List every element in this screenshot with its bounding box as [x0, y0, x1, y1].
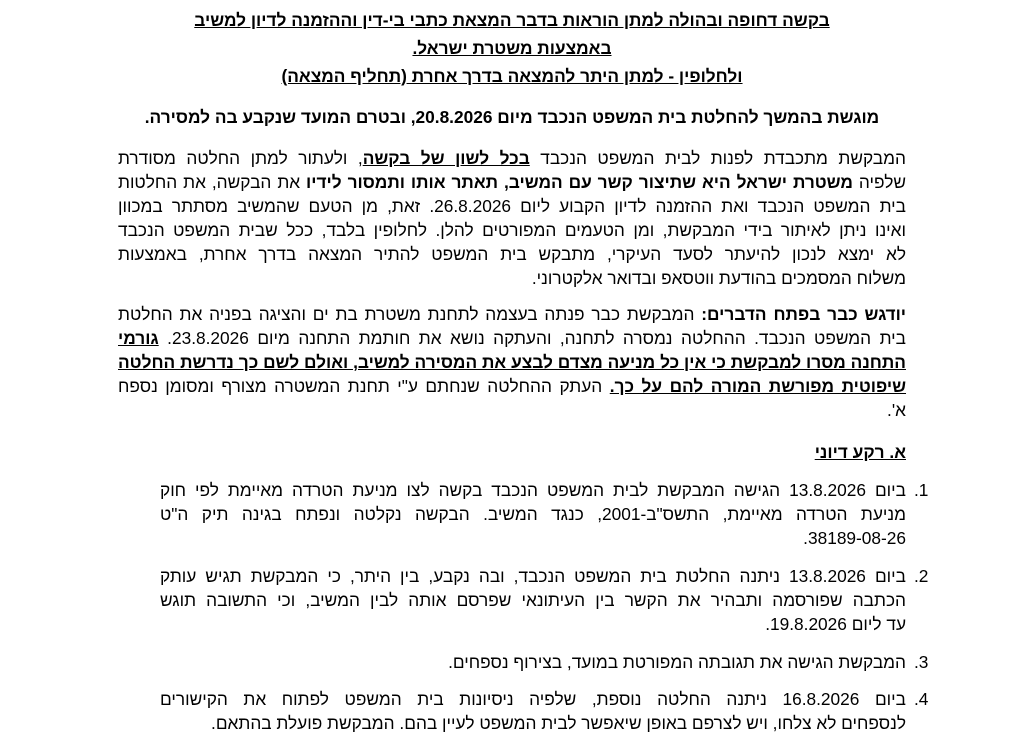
heading-line-1: בקשה דחופה ובהולה למתן הוראות בדבר המצאת כתבי בי-דין וההזמנה לדיון למשיב: [194, 10, 830, 30]
para1-emphasis: משטרת ישראל היא שתיצור קשר עם המשיב, תאתר אותו ותמסור לידיו: [306, 172, 853, 192]
para2-emphasis: שיפוטית מפורשת המורה להם על כך.: [609, 376, 907, 396]
section-a-heading: א. רקע דיוני: [814, 442, 906, 462]
para2-text: בית המשפט הנכבד. ההחלטה נמסרה לתחנה, והעתקה נושא את חותמת התחנה מיום 23.8.2026.: [158, 328, 906, 348]
para2-text: המבקשת כבר פנתה בעצמה לתחנת משטרת בת ים והציגה בפניה את החלטת: [118, 304, 702, 324]
para1-line-6: משלוח המסמכים בהודעת ווטסאפ ובדואר אלקטרוני.: [531, 268, 906, 288]
para1-line-4: ואינו ניתן לאיתור בידי המבקשת, ומן הטעמים המפורטים להלן. לחלופין בלבד, ככל שבית המשפט הנכבד: [118, 220, 906, 240]
item-number: .3: [914, 652, 929, 672]
para1-text: המבקשת מתכבדת לפנות לבית המשפט הנכבד: [529, 148, 906, 168]
item-1-line-3: 38189-08-26.: [803, 528, 906, 548]
item-number: .2: [914, 566, 929, 586]
heading-line-3: ולחלופין - למתן היתר להמצאה בדרך אחרת (תחליף המצאה): [281, 66, 743, 86]
para1-text: שלפיה: [852, 172, 906, 192]
item-number: .4: [914, 689, 929, 709]
item-1-line-1: ביום 13.8.2026 הגישה המבקשת לבית המשפט הנכבד בקשה לצו מניעת הטרדה מאיימת לפי חוק: [160, 480, 907, 500]
para2-line-1: [118, 302, 906, 326]
para2-line-5: א'.: [887, 400, 906, 420]
subtitle: מוגשת בהמשך להחלטת בית המשפט הנכבד מיום 20.8.2026, ובטרם המועד שנקבע בה למסירה.: [144, 107, 880, 127]
item-1-line-2: מניעת הטרדה מאיימת, התשס"ב-2001, כנגד המשיב. הבקשה נקלטה ונפתח בגינה תיק ה"ט: [160, 504, 906, 524]
item-4-line-1: ביום 16.8.2026 ניתנה החלטה נוספת, שלפיה ניסיונות בית המשפט לפתוח את הקישורים: [160, 689, 906, 709]
para2-lead: יודגש כבר בפתח הדברים:: [701, 304, 906, 324]
para1-text: את הבקשה, את החלטות: [118, 172, 307, 192]
item-3-line-1: המבקשת הגישה את תגובתה המפורטת במועד, בצירוף נספחים.: [448, 652, 906, 672]
para2-line-4: [118, 374, 906, 398]
para1-text: , ולעתור למתן החלטה מסודרת: [118, 148, 363, 168]
item-number: .1: [914, 480, 929, 500]
item-4-line-2: לנספחים לא צלחו, ויש לצרפם באופן שיאפשר לבית המשפט לעיין בהם. המבקשת פועלת בהתאם.: [211, 713, 906, 733]
para2-text: העתק ההחלטה שנחתם ע"י תחנת המשטרה מצורף ומסומן נספח: [118, 376, 610, 396]
para2-line-2: [118, 326, 906, 350]
item-2-line-2: הכתבה שפורסמה ותבהיר את הקשר בין העיתונאי שפרסם אותה לבין המשיב, וכי התשובה תוגש: [160, 590, 906, 610]
para2-emphasis: גורמי: [118, 328, 159, 348]
para1-line-2: [118, 170, 906, 194]
item-2-line-3: עד ליום 19.8.2026.: [765, 614, 906, 634]
heading-line-2: באמצעות משטרת ישראל.: [412, 38, 612, 58]
para1-line-1: [118, 146, 906, 170]
item-2-line-1: ביום 13.8.2026 ניתנה החלטת בית המשפט הנכבד, ובה נקבע, בין היתר, כי המבקשת תגיש עותק: [160, 566, 906, 586]
para1-line-3: בית המשפט הנכבד ואת ההזמנה לדיון הקבוע ליום 26.8.2026. זאת, מן הטעם שהמשיב מסתתר במכוון: [118, 196, 906, 216]
para1-emphasis: בכל לשון של בקשה: [362, 148, 530, 168]
para1-line-5: לא ימצא לנכון להיעתר לסעד העיקרי, מתבקש בית המשפט להתיר המצאה בדרך אחרת, באמצעות: [118, 244, 906, 264]
para2-line-3: התחנה מסרו למבקשת כי אין כל מניעה מצדם לבצע את המסירה למשיב, ואולם לשם כך נדרשת החלטה: [118, 352, 906, 372]
